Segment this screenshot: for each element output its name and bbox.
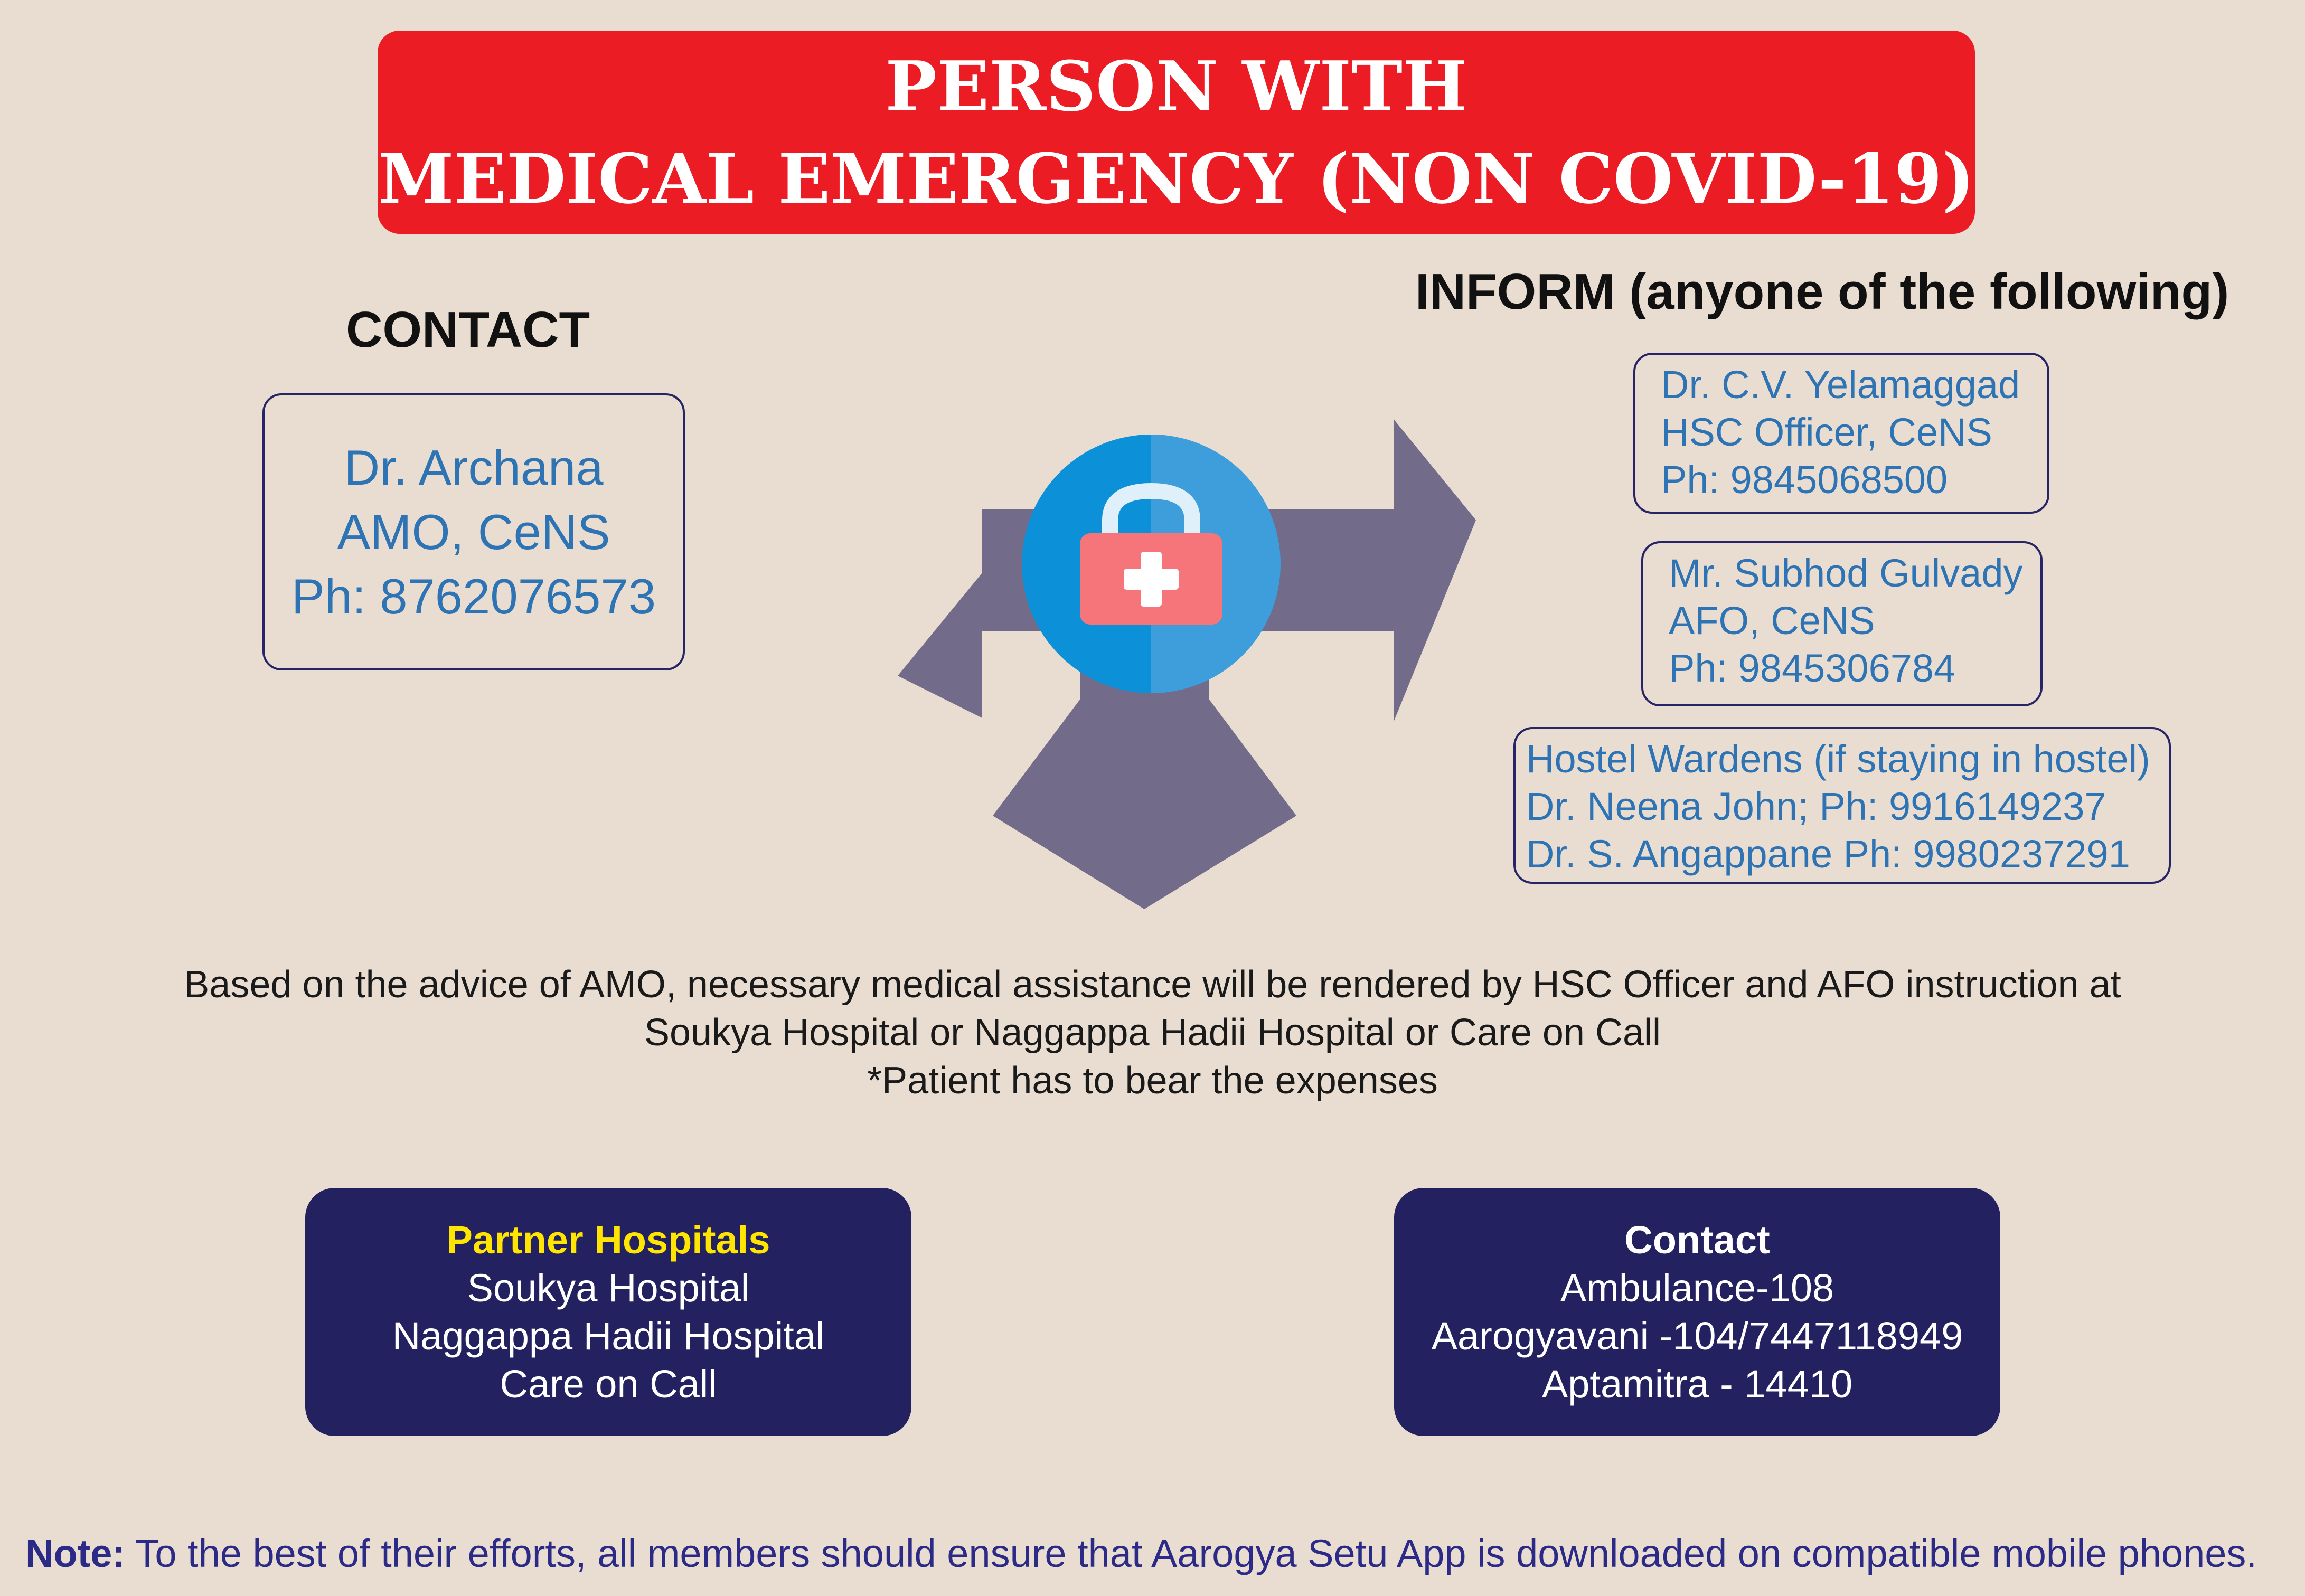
emergency-contact-item: Ambulance-108 <box>1560 1266 1834 1310</box>
partner-hospitals-box <box>305 1188 911 1436</box>
note-text: To the best of their efforts, all members should ensure that Aarogya Setu App is downloaded on compatible mobile phones. <box>125 1532 2257 1575</box>
emergency-contact-box <box>1394 1188 2000 1436</box>
inform-box-hostel-wardens <box>1513 727 2171 884</box>
inform-line: Dr. C.V. Yelamaggad <box>1661 363 2020 407</box>
note-line <box>25 1531 2257 1576</box>
inform-line: Ph: 9845306784 <box>1669 646 1956 690</box>
partner-hospital-item: Care on Call <box>500 1362 717 1406</box>
inform-heading: INFORM (anyone of the following) <box>1415 263 2229 320</box>
inform-line: Mr. Subhod Gulvady <box>1669 551 2023 595</box>
inform-line: AFO, CeNS <box>1669 599 1875 643</box>
title-banner <box>378 31 1975 234</box>
inform-line: HSC Officer, CeNS <box>1661 410 1992 454</box>
advice-text <box>0 961 2305 1105</box>
advice-line-2: Soukya Hospital or Naggappa Hadii Hospital or Care on Call <box>644 1012 1661 1054</box>
note-label: Note: <box>25 1532 126 1575</box>
advice-line-3: *Patient has to bear the expenses <box>867 1060 1438 1102</box>
contact-heading: CONTACT <box>346 301 590 358</box>
emergency-contact-item: Aarogyavani -104/7447118949 <box>1431 1314 1963 1358</box>
partner-hospital-item: Naggappa Hadii Hospital <box>392 1314 825 1358</box>
inform-line: Dr. S. Angappane Ph: 9980237291 <box>1526 832 2130 876</box>
advice-line-1: Based on the advice of AMO, necessary medical assistance will be rendered by HSC Officer and AFO instruction at <box>184 964 2121 1006</box>
inform-box-hsc-officer <box>1633 353 2049 514</box>
title-line-1: PERSON WITH <box>885 45 1467 127</box>
inform-line: Dr. Neena John; Ph: 9916149237 <box>1526 785 2106 828</box>
partner-hospitals-title: Partner Hospitals <box>446 1218 770 1262</box>
three-way-arrow-icon <box>813 417 1489 924</box>
contact-phone: Ph: 8762076573 <box>291 568 656 624</box>
contact-role: AMO, CeNS <box>337 504 610 560</box>
inform-line: Ph: 9845068500 <box>1661 458 1948 502</box>
inform-box-afo <box>1641 541 2043 706</box>
contact-name: Dr. Archana <box>344 439 604 495</box>
inform-line: Hostel Wardens (if staying in hostel) <box>1526 737 2150 781</box>
title-line-2: MEDICAL EMERGENCY (NON COVID-19) <box>378 138 1975 219</box>
medical-kit-icon <box>1022 435 1281 693</box>
emergency-contact-item: Aptamitra - 14410 <box>1541 1362 1853 1406</box>
emergency-contact-title: Contact <box>1624 1218 1770 1262</box>
partner-hospital-item: Soukya Hospital <box>467 1266 750 1310</box>
contact-box <box>262 393 685 670</box>
